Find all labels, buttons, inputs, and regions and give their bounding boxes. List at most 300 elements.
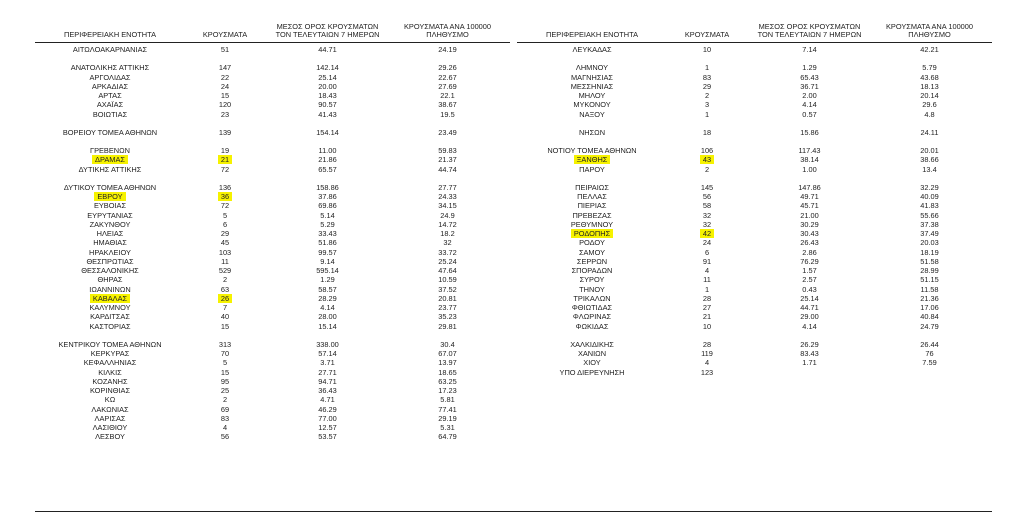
cell-region-text: ΘΕΣΠΡΩΤΙΑΣ [86, 256, 134, 266]
cell-region-text: ΦΛΩΡΙΝΑΣ [572, 312, 612, 322]
cell-cases-text: 7 [222, 303, 228, 312]
cell-region-text: ΚΕΦΑΛΛΗΝΙΑΣ [83, 358, 137, 368]
cell-region [35, 45, 185, 55]
header-avg-line1: ΜΕΣΟΣ ΟΡΟΣ ΚΡΟΥΣΜΑΤΩΝ [758, 21, 861, 31]
cell-region-text: ΧΑΛΚΙΔΙΚΗΣ [570, 339, 614, 349]
cell-rate-100k [390, 45, 505, 55]
cell-avg-7d [747, 45, 872, 55]
cell-avg-7d [747, 322, 872, 332]
cell-rate-100k [872, 322, 987, 332]
cell-avg-7d-text: 83.43 [800, 349, 819, 358]
cell-region [35, 322, 185, 332]
header-avg-line2: ΤΟΝ ΤΕΛΕΥΤΑΙΩΝ 7 ΗΜΕΡΩΝ [757, 30, 862, 40]
header-cases: ΚΡΟΥΣΜΑΤΑ [202, 30, 248, 40]
header-rate-line2: ΠΛΗΘΥΣΜΟ [908, 30, 951, 40]
cell-region-text: ΧΙΟΥ [583, 358, 601, 368]
cell-region [517, 165, 667, 175]
cell-rate-100k [390, 165, 505, 175]
cell-cases-text: 5 [222, 210, 228, 220]
table-row [517, 165, 992, 175]
table-row [35, 110, 510, 120]
cell-cases-text: 119 [701, 349, 713, 358]
cell-avg-7d-text: 5.29 [320, 219, 335, 229]
table-row [35, 165, 510, 175]
cell-cases-text: 36 [218, 192, 232, 201]
cell-cases-text: 18 [702, 127, 712, 137]
cell-region-text: ΣΑΜΟΥ [578, 247, 606, 257]
cell-region [35, 110, 185, 120]
cell-rate-100k-text: 37.38 [920, 219, 939, 229]
cell-avg-7d-text: 117.43 [798, 146, 821, 155]
cell-rate-100k [390, 110, 505, 120]
cell-rate-100k-text: 5.81 [440, 395, 455, 405]
cell-cases [667, 322, 747, 332]
cell-avg-7d-text: 26.29 [800, 339, 819, 349]
header-rate-100k [872, 23, 987, 40]
cell-rate-100k-text: 24.33 [438, 192, 457, 201]
cell-rate-100k-text: 24.9 [440, 210, 455, 220]
cell-avg-7d-text: 0.57 [802, 109, 817, 119]
cell-rate-100k-text: 5.79 [922, 63, 937, 73]
cell-cases [667, 165, 747, 175]
cell-region-text: ΑΙΤΩΛΟΑΚΑΡΝΑΝΙΑΣ [72, 45, 148, 54]
cell-avg-7d-text: 18.43 [318, 91, 337, 100]
cell-cases-text: 106 [700, 146, 714, 155]
cell-rate-100k-text: 26.44 [920, 339, 939, 349]
cell-rate-100k-text: 34.15 [438, 201, 457, 211]
cell-cases-text: 136 [218, 182, 232, 192]
header-rate-100k [390, 23, 505, 40]
cell-rate-100k-text: 30.4 [440, 339, 455, 349]
cell-region-text: ΜΗΛΟΥ [578, 91, 606, 100]
cell-rate-100k-text: 32.29 [920, 182, 939, 192]
cell-rate-100k-text: 38.67 [438, 100, 457, 110]
cell-avg-7d-text: 36.71 [800, 81, 819, 91]
cell-avg-7d-text: 9.14 [320, 256, 335, 266]
cell-cases-text: 5 [222, 358, 228, 368]
cell-cases-text: 27 [702, 303, 712, 312]
cell-avg-7d-text: 25.14 [800, 293, 819, 303]
cell-cases-text: 24 [220, 81, 230, 91]
cell-rate-100k-text: 29.6 [922, 100, 937, 110]
cell-avg-7d-text: 21.86 [318, 155, 337, 165]
cell-region-text: ΧΑΝΙΩΝ [577, 349, 607, 358]
cell-rate-100k [390, 432, 505, 442]
cell-rate-100k-text: 59.83 [438, 146, 457, 155]
cell-cases-text: 6 [704, 247, 710, 257]
cell-region-text: ΙΩΑΝΝΙΝΩΝ [89, 284, 131, 294]
cell-cases [667, 128, 747, 138]
cell-avg-7d-text: 2.57 [802, 275, 817, 285]
cell-cases-text: 70 [220, 349, 230, 358]
cell-rate-100k [390, 322, 505, 332]
cell-rate-100k-text: 18.65 [438, 367, 457, 377]
cell-avg-7d-text: 2.00 [802, 91, 817, 100]
cell-region-text: ΤΡΙΚΑΛΩΝ [573, 293, 611, 303]
cell-region-text: ΖΑΚΥΝΘΟΥ [89, 219, 131, 229]
cell-region-text: ΔΥΤΙΚΟΥ ΤΟΜΕΑ ΑΘΗΝΩΝ [63, 182, 157, 192]
cell-region-text: ΡΕΘΥΜΝΟΥ [570, 219, 614, 229]
cell-rate-100k-text: 27.77 [438, 182, 457, 192]
cell-rate-100k-text: 24.19 [438, 45, 457, 54]
cell-region-text: ΘΗΡΑΣ [97, 275, 123, 285]
cell-region-text: ΠΕΛΛΑΣ [577, 192, 607, 201]
cell-region [35, 128, 185, 138]
cell-avg-7d-text: 7.14 [802, 45, 817, 54]
cell-rate-100k-text: 13.4 [922, 164, 937, 174]
cell-avg-7d-text: 4.71 [320, 395, 335, 405]
cell-cases [185, 128, 265, 138]
cell-region-text: ΠΑΡΟΥ [579, 164, 605, 174]
cell-rate-100k-text: 4.8 [924, 109, 935, 119]
cell-avg-7d-text: 49.71 [800, 192, 819, 201]
cell-rate-100k-text: 11.58 [920, 284, 939, 294]
cell-rate-100k [872, 165, 987, 175]
header-cases: ΚΡΟΥΣΜΑΤΑ [684, 30, 730, 40]
cell-cases [185, 110, 265, 120]
cell-cases-text: 95 [220, 376, 230, 386]
cell-avg-7d-text: 65.43 [800, 72, 819, 82]
table-header-right [517, 17, 992, 43]
cell-cases-text: 529 [218, 266, 232, 275]
cell-avg-7d-text: 154.14 [316, 127, 339, 137]
cell-rate-100k-text: 37.49 [920, 229, 939, 238]
cell-cases [185, 165, 265, 175]
cell-rate-100k-text: 55.66 [920, 210, 939, 220]
cell-cases-text: 3 [704, 100, 710, 110]
cell-cases-text: 51 [220, 45, 230, 54]
cell-rate-100k-text: 33.72 [438, 247, 457, 257]
cell-avg-7d-text: 99.57 [318, 247, 337, 257]
cell-avg-7d-text: 5.14 [320, 210, 335, 220]
cell-avg-7d-text: 147.86 [798, 182, 821, 192]
cell-region-text: ΛΑΣΙΘΙΟΥ [92, 423, 128, 432]
cell-region-text: ΑΧΑΪΑΣ [96, 100, 124, 110]
cell-rate-100k [390, 128, 505, 138]
cell-region-text: ΚΟΖΑΝΗΣ [92, 376, 128, 386]
cell-region-text: ΦΘΙΩΤΙΔΑΣ [571, 303, 613, 312]
header-region: ΠΕΡΙΦΕΡΕΙΑΚΗ ΕΝΟΤΗΤΑ [546, 30, 638, 40]
cell-cases-text: 11 [703, 275, 711, 285]
cell-rate-100k-text: 23.49 [438, 127, 457, 137]
cell-cases-text: 145 [700, 182, 714, 192]
cell-avg-7d [265, 128, 390, 138]
cell-avg-7d [265, 432, 390, 442]
cell-rate-100k-text: 20.03 [920, 238, 939, 248]
cell-region-text: ΝΗΣΩΝ [578, 127, 606, 137]
cell-rate-100k-text: 19.5 [440, 109, 455, 119]
cell-cases-text: 4 [704, 358, 710, 368]
cell-region [517, 45, 667, 55]
cell-rate-100k-text: 32 [443, 238, 452, 248]
cell-cases-text: 6 [222, 219, 228, 229]
cell-cases-text: 15 [220, 367, 230, 377]
cell-region-text: ΗΛΕΙΑΣ [96, 229, 124, 238]
cell-region-text: ΚΙΛΚΙΣ [98, 367, 122, 377]
cell-avg-7d-text: 4.14 [802, 100, 817, 110]
cell-region-text: ΡΟΔΟΠΗΣ [571, 229, 613, 238]
cell-region-text: ΑΡΤΑΣ [98, 91, 122, 100]
cell-cases-text: 40 [220, 312, 230, 322]
cell-cases-text: 29 [220, 229, 230, 238]
cell-region-text: ΣΕΡΡΩΝ [576, 256, 608, 266]
cell-region-text: ΑΝΑΤΟΛΙΚΗΣ ΑΤΤΙΚΗΣ [70, 63, 150, 73]
cell-region-text: ΠΡΕΒΕΖΑΣ [572, 210, 612, 220]
cell-rate-100k-text: 51.58 [920, 256, 939, 266]
cell-region-text: ΦΩΚΙΔΑΣ [575, 321, 609, 331]
cell-cases-text: 1 [704, 284, 710, 294]
cell-region-text: ΠΕΙΡΑΙΩΣ [575, 182, 609, 192]
cell-rate-100k-text: 21.37 [438, 155, 457, 165]
cell-cases-text: 32 [702, 210, 712, 220]
cell-region-text: ΝΑΞΟΥ [579, 109, 605, 119]
cell-region-text: ΒΟΡΕΙΟΥ ΤΟΜΕΑ ΑΘΗΝΩΝ [62, 127, 158, 137]
cell-cases-text: 69 [220, 404, 230, 414]
cell-rate-100k-text: 7.59 [922, 358, 937, 368]
cell-avg-7d [747, 110, 872, 120]
cell-avg-7d [747, 128, 872, 138]
cell-avg-7d-text: 0.43 [802, 284, 817, 294]
cell-cases-text: 103 [218, 247, 232, 257]
cell-region-text: ΘΕΣΣΑΛΟΝΙΚΗΣ [81, 266, 139, 275]
cell-rate-100k-text: 28.99 [920, 266, 939, 275]
cell-region-text: ΜΥΚΟΝΟΥ [573, 100, 611, 110]
cell-cases-text: 2 [222, 395, 228, 405]
cell-rate-100k-text: 44.74 [438, 164, 457, 174]
table-row [517, 128, 992, 138]
cell-rate-100k-text: 29.26 [438, 63, 457, 73]
cell-cases-text: 56 [220, 432, 230, 442]
cell-avg-7d-text: 30.43 [800, 229, 819, 238]
cell-cases-text: 4 [222, 423, 228, 432]
table-right-half [517, 0, 992, 515]
cell-rate-100k-text: 25.24 [438, 256, 457, 266]
cell-rate-100k-text: 29.81 [438, 321, 457, 331]
cell-cases-text: 26 [218, 294, 232, 303]
cell-cases-text: 42 [700, 229, 714, 238]
cell-region [35, 432, 185, 442]
cell-avg-7d-text: 90.57 [318, 100, 337, 110]
cell-cases-text: 28 [702, 339, 712, 349]
header-rate-line1: ΚΡΟΥΣΜΑΤΑ ΑΝΑ 100000 [403, 21, 492, 31]
cell-avg-7d-text: 58.57 [318, 284, 337, 294]
cell-rate-100k-text: 43.68 [920, 72, 939, 82]
cell-region-text: ΚΑΡΔΙΤΣΑΣ [90, 312, 130, 322]
cell-region-text: ΡΟΔΟΥ [579, 238, 605, 248]
cell-avg-7d-text: 4.14 [320, 303, 335, 312]
cell-rate-100k [872, 45, 987, 55]
cell-avg-7d-text: 142.14 [316, 63, 339, 73]
cell-region-text: ΛΕΥΚΑΔΑΣ [572, 45, 612, 54]
cell-region [35, 165, 185, 175]
cell-avg-7d-text: 41.43 [318, 109, 337, 119]
cell-region-text: ΗΜΑΘΙΑΣ [93, 238, 127, 248]
cell-region [517, 128, 667, 138]
table-row [35, 322, 510, 332]
cell-avg-7d [265, 45, 390, 55]
cell-cases-text: 2 [704, 164, 710, 174]
cell-avg-7d-text: 38.14 [800, 155, 819, 165]
cell-cases [667, 110, 747, 120]
cell-avg-7d-text: 37.86 [318, 192, 337, 201]
cell-cases-text: 19 [220, 146, 230, 155]
cell-avg-7d-text: 94.71 [318, 376, 337, 386]
cell-region-text: ΔΡΑΜΑΣ [92, 155, 128, 164]
cell-cases-text: 29 [702, 81, 712, 91]
cell-region-text: ΛΑΡΙΣΑΣ [94, 413, 126, 423]
cell-rate-100k-text: 23.77 [438, 303, 457, 312]
cell-cases-text: 1 [704, 109, 710, 119]
cell-rate-100k-text: 41.83 [920, 201, 939, 211]
cell-rate-100k-text: 24.11 [920, 127, 939, 137]
cell-avg-7d-text: 3.71 [320, 358, 335, 368]
header-avg-line2: ΤΟΝ ΤΕΛΕΥΤΑΙΩΝ 7 ΗΜΕΡΩΝ [275, 30, 380, 40]
cell-avg-7d-text: 1.29 [802, 63, 817, 73]
cell-rate-100k-text: 18.2 [440, 229, 455, 238]
cell-avg-7d-text: 21.00 [800, 210, 819, 220]
cell-region-text: ΚΟΡΙΝΘΙΑΣ [89, 386, 131, 395]
cell-region-text: ΜΕΣΣΗΝΙΑΣ [570, 81, 614, 91]
cell-cases [667, 45, 747, 55]
cell-rate-100k-text: 22.1 [440, 91, 455, 100]
header-rate-line1: ΚΡΟΥΣΜΑΤΑ ΑΝΑ 100000 [885, 21, 974, 31]
cell-cases-text: 45 [220, 238, 230, 248]
cell-cases-text: 10 [702, 45, 712, 54]
cell-rate-100k-text: 27.69 [438, 81, 457, 91]
table-row [517, 368, 992, 378]
cell-rate-100k-text: 35.23 [438, 312, 457, 322]
header-avg-7d [747, 23, 872, 40]
cell-region-text: ΓΡΕΒΕΝΩΝ [90, 146, 130, 155]
cell-avg-7d-text: 69.86 [318, 201, 337, 211]
cell-cases [667, 368, 747, 378]
cell-cases-text: 28 [702, 293, 712, 303]
cell-cases-text: 83 [220, 413, 230, 423]
cell-avg-7d-text: 12.57 [318, 423, 337, 432]
cell-region-text: ΚΕΡΚΥΡΑΣ [90, 349, 130, 358]
cell-avg-7d-text: 4.14 [802, 321, 817, 331]
cell-avg-7d-text: 20.00 [318, 81, 337, 91]
cell-avg-7d-text: 1.00 [802, 164, 817, 174]
bottom-rule [35, 511, 992, 512]
cell-avg-7d-text: 36.43 [318, 386, 337, 395]
cell-avg-7d-text: 28.29 [318, 293, 337, 303]
cell-region [517, 110, 667, 120]
cell-cases-text: 21 [702, 312, 712, 322]
cell-cases-text: 11 [221, 256, 229, 266]
cell-cases-text: 56 [702, 192, 712, 201]
cell-avg-7d-text: 30.29 [800, 219, 819, 229]
cell-avg-7d-text: 27.71 [318, 367, 337, 377]
cell-cases-text: 83 [702, 72, 712, 82]
cell-rate-100k-text: 17.06 [920, 303, 939, 312]
cell-region-text: ΑΡΓΟΛΙΔΑΣ [89, 72, 131, 82]
cell-region-text: ΚΑΛΥΜΝΟΥ [89, 303, 131, 312]
cell-avg-7d [747, 165, 872, 175]
cell-region-text: ΚΩ [104, 395, 116, 405]
cell-region-text: ΔΥΤΙΚΗΣ ΑΤΤΙΚΗΣ [78, 164, 142, 174]
cell-cases-text: 72 [220, 164, 230, 174]
cell-cases [185, 322, 265, 332]
table-row [517, 45, 992, 55]
cell-cases-text: 91 [702, 256, 712, 266]
cell-rate-100k-text: 21.36 [920, 293, 939, 303]
cell-cases-text: 32 [702, 219, 712, 229]
cell-avg-7d-text: 1.71 [802, 358, 817, 368]
cell-cases-text: 10 [702, 321, 712, 331]
cell-cases-text: 21 [218, 155, 232, 164]
cell-region-text: ΜΑΓΝΗΣΙΑΣ [571, 72, 613, 82]
cell-cases-text: 15 [220, 91, 230, 100]
header-avg-line1: ΜΕΣΟΣ ΟΡΟΣ ΚΡΟΥΣΜΑΤΩΝ [276, 21, 379, 31]
cell-region-text: ΝΟΤΙΟΥ ΤΟΜΕΑ ΑΘΗΝΩΝ [547, 146, 637, 155]
cell-avg-7d [265, 165, 390, 175]
cell-avg-7d-text: 33.43 [318, 229, 337, 238]
cell-avg-7d-text: 57.14 [318, 349, 337, 358]
cell-region-text: ΚΑΣΤΟΡΙΑΣ [89, 321, 131, 331]
cell-cases-text: 313 [218, 339, 232, 349]
cell-region-text: ΕΥΒΟΙΑΣ [93, 201, 127, 211]
header-avg-7d [265, 23, 390, 40]
table-header-left [35, 17, 510, 43]
cell-cases-text: 72 [220, 201, 230, 211]
cell-cases-text: 15 [220, 321, 230, 331]
cell-rate-100k-text: 14.72 [438, 219, 457, 229]
cell-region-text: ΑΡΚΑΔΙΑΣ [91, 81, 129, 91]
header-region: ΠΕΡΙΦΕΡΕΙΑΚΗ ΕΝΟΤΗΤΑ [64, 30, 156, 40]
cell-cases-text: 120 [218, 100, 232, 110]
cell-avg-7d-text: 11.00 [318, 146, 337, 155]
cell-region-text: ΒΟΙΩΤΙΑΣ [92, 109, 128, 119]
cell-avg-7d-text: 76.29 [800, 256, 819, 266]
cell-avg-7d-text: 1.29 [320, 275, 335, 285]
cell-rate-100k [872, 110, 987, 120]
cell-rate-100k-text: 38.66 [920, 155, 939, 165]
cell-region-text: ΛΕΣΒΟΥ [95, 432, 125, 442]
cell-rate-100k-text: 64.79 [438, 432, 457, 442]
cell-rate-100k-text: 10.59 [438, 275, 457, 285]
cell-cases [185, 432, 265, 442]
cell-region-text: ΠΙΕΡΙΑΣ [577, 201, 607, 211]
cell-cases-text: 123 [700, 367, 714, 377]
table-row [35, 432, 510, 442]
cell-region-text: ΚΕΝΤΡΙΚΟΥ ΤΟΜΕΑ ΑΘΗΝΩΝ [58, 339, 162, 349]
cell-rate-100k-text: 51.15 [920, 275, 939, 285]
cell-rate-100k-text: 13.97 [438, 358, 457, 368]
cell-region [517, 322, 667, 332]
cell-avg-7d-text: 46.29 [318, 404, 337, 414]
cell-cases-text: 63 [220, 284, 230, 294]
cell-rate-100k-text: 47.64 [438, 266, 457, 275]
cell-cases-text: 43 [700, 155, 714, 164]
cell-rate-100k-text: 18.13 [920, 81, 939, 91]
cell-rate-100k-text: 77.41 [438, 404, 457, 414]
cell-rate-100k-text: 24.79 [920, 321, 939, 331]
cell-cases-text: 24 [702, 238, 712, 248]
cell-avg-7d-text: 15.86 [800, 127, 819, 137]
cell-region-text: ΕΒΡΟΥ [94, 192, 125, 201]
cell-avg-7d-text: 29.00 [800, 312, 819, 322]
cell-avg-7d-text: 65.57 [318, 164, 337, 174]
cell-rate-100k-text: 17.23 [438, 386, 457, 395]
cell-rate-100k-text: 18.19 [920, 247, 939, 257]
table-row [35, 128, 510, 138]
cell-region [517, 368, 667, 378]
cell-cases-text: 1 [704, 63, 710, 73]
cell-region-text: ΣΥΡΟΥ [579, 275, 605, 285]
cell-avg-7d-text: 28.00 [318, 312, 337, 322]
cell-cases [185, 45, 265, 55]
